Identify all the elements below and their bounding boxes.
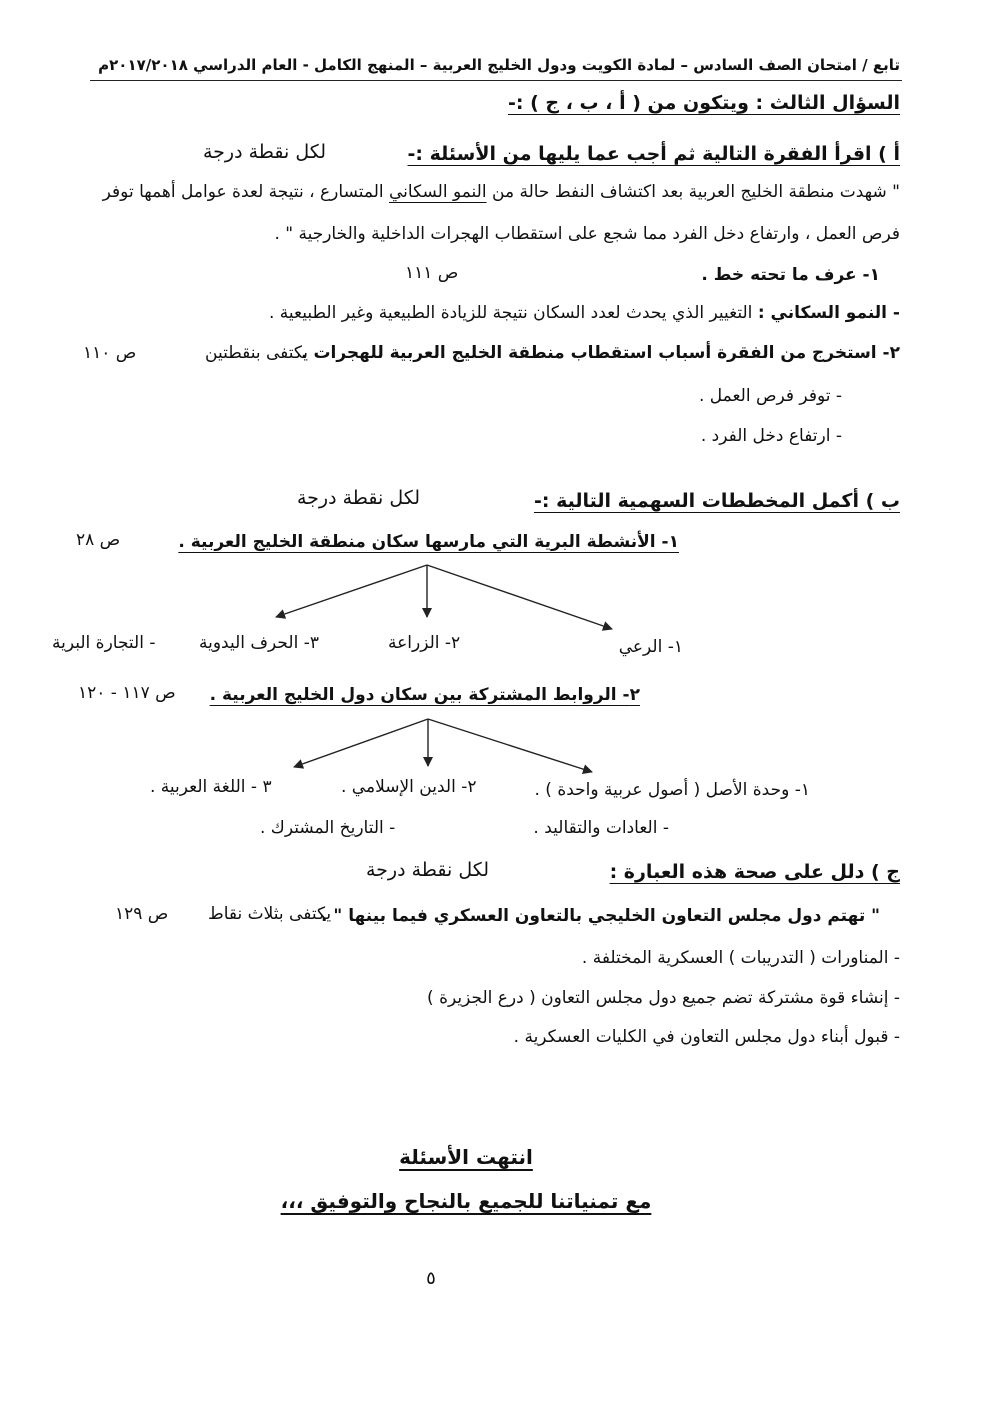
- chart-2-item-religion: ٢- الدين الإسلامي .: [341, 777, 477, 797]
- part-c-note: يكتفى بثلاث نقاط: [208, 904, 332, 924]
- chart-2-arrow-left: [294, 719, 428, 767]
- answer-2: - ارتفاع دخل الفرد .: [700, 426, 842, 446]
- chart-2-arrow-right: [428, 719, 592, 772]
- part-c-statement: " تهتم دول مجلس التعاون الخليجي بالتعاون العسكري فيما بينها " .: [321, 906, 880, 926]
- chart-2-extra-history: - التاريخ المشترك .: [260, 818, 396, 838]
- chart-2-extra-customs: - العادات والتقاليد .: [533, 818, 669, 838]
- chart-1-item-handicrafts: ٣- الحرف اليدوية: [199, 633, 319, 653]
- question-1: ١- عرف ما تحته خط .: [701, 265, 880, 285]
- chart-1-ref: ص ٢٨: [76, 530, 121, 550]
- part-c-title: ج ) دلل على صحة هذه العبارة :: [609, 861, 900, 883]
- chart-1-arrow-right: [427, 565, 612, 629]
- definition-term: - النمو السكاني :: [757, 303, 900, 323]
- part-c-answer-2: - إنشاء قوة مشتركة تضم جميع دول مجلس التعاون ( درع الجزيرة ): [427, 988, 900, 1008]
- question-2-note: يكتفى بنقطتين: [205, 343, 309, 363]
- paragraph-part-3: المتسارع ، نتيجة لعدة عوامل أهمها توفر: [102, 182, 389, 202]
- part-b-points: لكل نقطة درجة: [297, 487, 420, 509]
- answer-1: - توفر فرص العمل .: [698, 386, 842, 406]
- chart-2-item-origin: ١- وحدة الأصل ( أصول عربية واحدة ) .: [534, 780, 810, 800]
- chart-2-item-language: ٣ - اللغة العربية .: [150, 777, 272, 797]
- paragraph-part-1: " شهدت منطقة الخليج العربية بعد اكتشاف النفط حالة من: [486, 182, 900, 202]
- chart-2-arrows: [294, 719, 592, 772]
- question3-title: السؤال الثالث : ويتكون من ( أ ، ب ، ج ) :-: [508, 92, 900, 114]
- paragraph-line-2: فرص العمل ، وارتفاع دخل الفرد مما شجع على استقطاب الهجرات الداخلية والخارجية " .: [274, 224, 900, 244]
- chart-1-item-land-trade: - التجارة البرية: [52, 633, 156, 653]
- chart-1-item-grazing: ١- الرعي: [618, 637, 683, 657]
- underlined-term: النمو السكاني: [389, 182, 487, 202]
- chart-1-item-agriculture: ٢- الزراعة: [388, 633, 461, 653]
- question-1-ref: ص ١١١: [405, 263, 459, 283]
- question-2-ref: ص ١١٠: [83, 343, 137, 363]
- part-a-points: لكل نقطة درجة: [203, 141, 326, 163]
- chart-1-arrows: [276, 565, 612, 629]
- part-a-title: أ ) اقرأ الفقرة التالية ثم أجب عما يليها من الأسئلة :-: [407, 143, 900, 165]
- chart-2-title: ٢- الروابط المشتركة بين سكان دول الخليج العربية .: [209, 685, 640, 705]
- part-c-points: لكل نقطة درجة: [366, 859, 489, 881]
- part-c-answer-1: - المناورات ( التدريبات ) العسكرية المختلفة .: [581, 948, 900, 968]
- part-b-title: ب ) أكمل المخططات السهمية التالية :-: [533, 490, 900, 512]
- chart-1-arrow-left: [276, 565, 427, 617]
- chart-1-title: ١- الأنشطة البرية التي مارسها سكان منطقة الخليج العربية .: [178, 532, 679, 552]
- part-c-ref: ص ١٢٩: [115, 904, 169, 924]
- part-c-answer-3: - قبول أبناء دول مجلس التعاون في الكليات العسكرية .: [513, 1027, 900, 1047]
- definition-text: التغيير الذي يحدث لعدد السكان نتيجة للزيادة الطبيعية وغير الطبيعية .: [268, 303, 758, 323]
- chart-2-ref: ص ١١٧ - ١٢٠: [78, 683, 176, 703]
- page-header: تابع / امتحان الصف السادس – لمادة الكويت ودول الخليج العربية – المنهج الكامل - العام الدراسي ٢٠١٧/٢٠١٨م: [98, 56, 900, 74]
- closing-wish: مع تمنياتنا للجميع بالنجاح والتوفيق ،،،: [280, 1189, 652, 1213]
- end-of-questions: انتهت الأسئلة: [399, 1145, 533, 1169]
- question-2: ٢- استخرج من الفقرة أسباب استقطاب منطقة الخليج العربية للهجرات .: [301, 343, 900, 363]
- page-number: ٥: [426, 1268, 436, 1289]
